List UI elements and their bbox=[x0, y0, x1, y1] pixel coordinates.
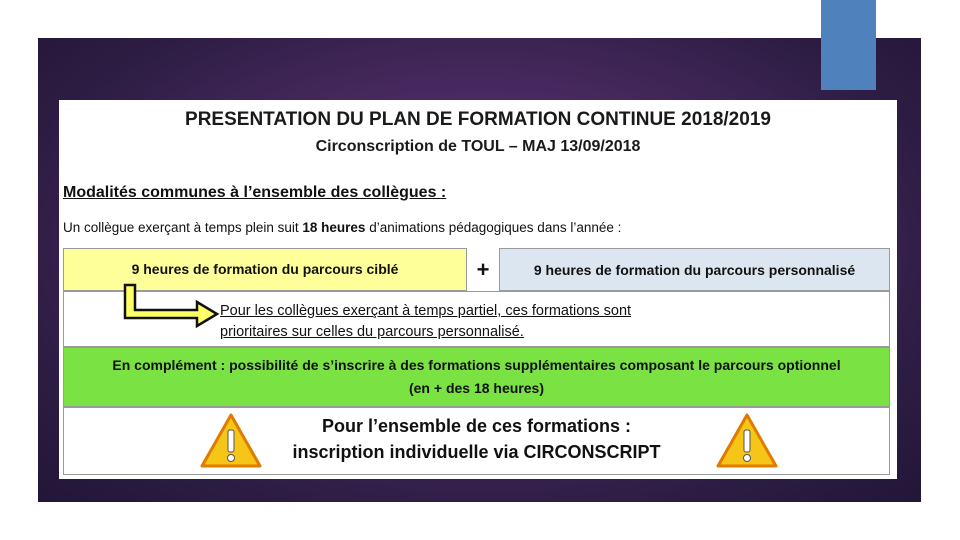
complement-box bbox=[63, 347, 890, 407]
intro-before: Un collègue exerçant à temps plein suit bbox=[63, 220, 303, 235]
intro-hours: 18 heures bbox=[302, 220, 366, 235]
part-time-line-1: Pour les collègues exerçant à temps partiel, ces formations sont bbox=[220, 303, 632, 319]
personal-course-box bbox=[499, 248, 890, 291]
registration-line-1: Pour l’ensemble de ces formations : bbox=[321, 416, 632, 436]
arrow-icon bbox=[122, 283, 222, 333]
document-subtitle: Circonscription de TOUL – MAJ 13/09/2018 bbox=[315, 138, 641, 155]
intro-after: d’animations pédagogiques dans l’année : bbox=[365, 220, 622, 235]
part-time-note bbox=[220, 301, 631, 343]
accent-tab bbox=[821, 0, 876, 90]
warning-icon bbox=[715, 412, 779, 470]
registration-line-2: inscription individuelle via CIRCONSCRIPT bbox=[292, 442, 661, 462]
personal-course-label: 9 heures de formation du parcours personnalisé bbox=[533, 262, 856, 278]
plus-sign: + bbox=[476, 257, 490, 282]
targeted-course-label: 9 heures de formation du parcours ciblé bbox=[131, 261, 399, 277]
intro-text bbox=[63, 220, 621, 235]
document-title: PRESENTATION DU PLAN DE FORMATION CONTINUE 2018/2019 bbox=[185, 109, 771, 130]
document-image bbox=[59, 100, 897, 479]
complement-line-1: En complément : possibilité de s’inscrire à des formations supplémentaires composant le parcours optionnel bbox=[112, 357, 841, 373]
warning-icon bbox=[199, 412, 263, 470]
complement-line-2: (en + des 18 heures) bbox=[408, 380, 544, 396]
part-time-line-2: prioritaires sur celles du parcours personnalisé. bbox=[220, 324, 524, 340]
section-heading: Modalités communes à l’ensemble des collègues : bbox=[63, 184, 447, 201]
